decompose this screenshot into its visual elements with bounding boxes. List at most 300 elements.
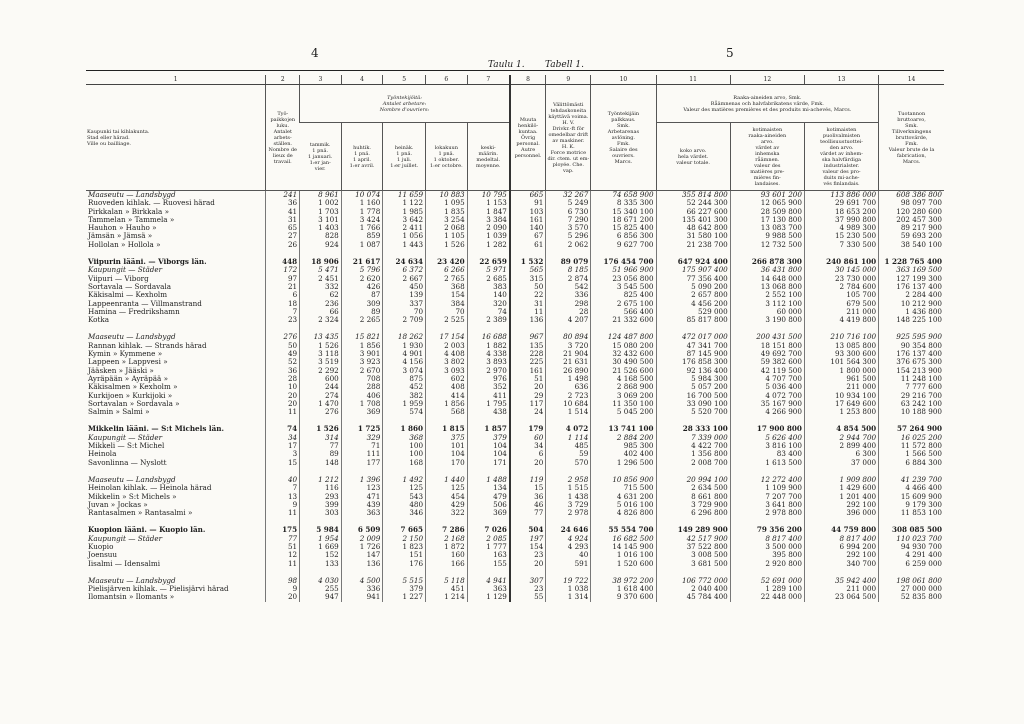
cell-value: 111 (341, 450, 383, 458)
cell-value (804, 416, 878, 425)
cell-value: 825 400 (591, 291, 656, 299)
row-label: Käkisalmen » Kexholm » (88, 383, 178, 392)
table-row (86, 577, 944, 585)
cell-value: 90 354 800 (879, 342, 944, 350)
cell-value: 66 (300, 308, 342, 316)
colnum-6: 6 (426, 75, 468, 85)
cell-value (591, 467, 656, 476)
cell-value: 10 856 900 (591, 476, 656, 484)
cell-value: 12 272 400 (730, 476, 804, 484)
cell-value: 101 564 300 (804, 358, 878, 366)
cell-value (730, 467, 804, 476)
cell-value: 485 (546, 442, 591, 450)
cell-value: 70 (426, 308, 468, 316)
cell-value: 136 (341, 560, 383, 568)
cell-value: 62 (300, 291, 342, 299)
cell-value (879, 249, 944, 258)
cell-value: 200 431 500 (730, 333, 804, 341)
cell-value: 61 (510, 241, 546, 249)
cell-value: 2 324 (300, 316, 342, 324)
table-row (86, 434, 944, 442)
cell-value: 5 296 (546, 232, 591, 240)
table-row (86, 333, 944, 341)
cell-value: 1 403 (300, 224, 342, 232)
cell-value: 176 137 400 (879, 283, 944, 291)
cell-value: 2 525 (426, 316, 468, 324)
colnum-13: 13 (804, 75, 878, 85)
cell-value: 52 691 000 (730, 577, 804, 585)
cell-value: 55 (510, 593, 546, 601)
cell-value: 21 526 600 (591, 367, 656, 375)
cell-value: 9 179 300 (879, 501, 944, 509)
cell-value: 4 500 (341, 577, 383, 585)
cell-value: 42 517 900 (656, 535, 730, 543)
table-row (86, 526, 944, 534)
cell-value: 504 (510, 526, 546, 534)
cell-value (730, 324, 804, 333)
cell-value: 2 874 (546, 275, 591, 283)
table-row (86, 358, 944, 366)
cell-value: 276 (266, 333, 300, 341)
cell-value (467, 249, 510, 258)
row-label: Kuopion lääni. — Kuopio län. (88, 526, 206, 535)
table-row (86, 551, 944, 559)
cell-value: 37 000 (804, 459, 878, 467)
cell-value: 566 400 (591, 308, 656, 316)
colnum-11: 11 (656, 75, 730, 85)
cell-value: 10 188 900 (879, 408, 944, 416)
cell-value: 859 (341, 232, 383, 240)
cell-value: 426 (341, 283, 383, 291)
cell-value: 13 083 700 (730, 224, 804, 232)
cell-value: 161 (510, 367, 546, 375)
cell-value: 3 190 800 (730, 316, 804, 324)
cell-value: 104 (467, 450, 510, 458)
cell-value: 1 835 (426, 208, 468, 216)
cell-value: 41 (266, 208, 300, 216)
cell-value: 77 (266, 535, 300, 543)
table-row (86, 501, 944, 509)
cell-value: 74 (467, 308, 510, 316)
cell-value: 20 (510, 560, 546, 568)
cell-value (383, 324, 426, 333)
cell-value: 439 (341, 501, 383, 509)
cell-value: 925 595 900 (879, 333, 944, 341)
table-row (86, 408, 944, 416)
table-row (86, 266, 944, 274)
cell-value: 303 (300, 509, 342, 517)
cell-value: 308 085 500 (879, 526, 944, 534)
cell-value: 42 119 500 (730, 367, 804, 375)
cell-value: 5 520 700 (656, 408, 730, 416)
row-label: Jääsken » Jääski » (88, 366, 154, 375)
cell-value (546, 249, 591, 258)
cell-value (879, 517, 944, 526)
cell-value: 18 (266, 300, 300, 308)
header-total-value: koko arvo. hela värdet. valeur totale. (656, 123, 730, 191)
cell-value: 41 239 700 (879, 476, 944, 484)
cell-value: 1 909 800 (804, 476, 878, 484)
cell-value: 454 (426, 493, 468, 501)
cell-value: 36 (510, 493, 546, 501)
cell-value: 3 500 000 (730, 543, 804, 551)
cell-value: 28 509 800 (730, 208, 804, 216)
cell-value: 1 618 400 (591, 585, 656, 593)
cell-value: 2 899 400 (804, 442, 878, 450)
cell-value (467, 324, 510, 333)
cell-value: 1 856 (341, 342, 383, 350)
cell-value: 1 708 (341, 400, 383, 408)
table-row (86, 342, 944, 350)
cell-value: 18 671 200 (591, 216, 656, 224)
table-row (86, 350, 944, 358)
cell-value: 2 003 (426, 342, 468, 350)
row-label: Jämsän » Jämsä » (88, 232, 153, 241)
cell-value: 1 488 (467, 476, 510, 484)
cell-value: 4 293 (546, 543, 591, 551)
cell-value: 2 284 400 (879, 291, 944, 299)
header-july: heinäk. 1 pnä. 1 juli. 1:er juillet. (383, 123, 426, 191)
row-label: Mikkeli — S:t Michel (88, 442, 165, 451)
cell-value: 17 130 800 (730, 216, 804, 224)
cell-value: 3 074 (383, 367, 426, 375)
cell-value: 4 156 (383, 358, 426, 366)
cell-value: 17 900 800 (730, 425, 804, 433)
cell-value: 225 (510, 358, 546, 366)
cell-value: 23 064 500 (804, 593, 878, 601)
cell-value: 4 456 200 (656, 300, 730, 308)
cell-value: 2 552 100 (730, 291, 804, 299)
row-label: Viipuri — Viborg (88, 274, 149, 283)
cell-value: 1 514 (546, 408, 591, 416)
cell-value: 211 000 (804, 383, 878, 391)
cell-value: 21 238 700 (656, 241, 730, 249)
cell-value: 1 515 (546, 484, 591, 492)
header-materials-group: Raaka-aineiden arvo, Smk. Råämnenas och halvfabrikatens värde, Fmk. Valeur des matières premières et des produits mi-achevés, Marcs. (656, 85, 879, 123)
table-row (86, 367, 944, 375)
cell-value: 9 (266, 501, 300, 509)
cell-value: 176 454 700 (591, 258, 656, 266)
cell-value: 355 814 800 (656, 191, 730, 200)
cell-value (383, 416, 426, 425)
row-label (86, 517, 266, 526)
cell-value: 3 008 500 (656, 551, 730, 559)
cell-value: 23 056 800 (591, 275, 656, 283)
cell-value: 1 314 (546, 593, 591, 601)
cell-value: 1 526 (426, 241, 468, 249)
cell-value: 2 085 (467, 535, 510, 543)
cell-value: 55 554 700 (591, 526, 656, 534)
cell-value: 4 338 (467, 350, 510, 358)
cell-value: 163 (467, 551, 510, 559)
cell-value: 24 646 (546, 526, 591, 534)
cell-value: 961 500 (804, 375, 878, 383)
cell-value: 2 868 900 (591, 383, 656, 391)
cell-value (341, 517, 383, 526)
cell-value (656, 416, 730, 425)
cell-value (591, 517, 656, 526)
cell-value: 28 (546, 308, 591, 316)
cell-value: 77 (510, 509, 546, 517)
table-row (86, 459, 944, 467)
cell-value: 31 (266, 216, 300, 224)
cell-value: 179 (510, 425, 546, 433)
table-row (86, 191, 944, 200)
cell-value: 10 883 (426, 191, 468, 200)
cell-value: 1 856 (426, 400, 468, 408)
row-label: Maaseutu — Landsbygd (88, 475, 176, 484)
cell-value (383, 249, 426, 258)
cell-value: 322 (426, 509, 468, 517)
cell-value: 480 (383, 501, 426, 509)
table-row (86, 383, 944, 391)
cell-value: 1 726 (341, 543, 383, 551)
header-gross-value: Tuotannon bruttoarvo, Smk. Tillverkningens bruttovärde, Fmk. Valeur brute de la fabrication, Marcs. (879, 85, 944, 191)
cell-value: 7 (266, 308, 300, 316)
cell-value: 452 (383, 383, 426, 391)
cell-value: 98 097 700 (879, 199, 944, 207)
cell-value: 3 802 (426, 358, 468, 366)
cell-value: 3 101 (300, 216, 342, 224)
cell-value (426, 467, 468, 476)
cell-value: 715 500 (591, 484, 656, 492)
cell-value: 3 923 (341, 358, 383, 366)
cell-value (591, 416, 656, 425)
cell-value: 1 105 (426, 232, 468, 240)
cell-value (510, 416, 546, 425)
cell-value: 1 526 (300, 342, 342, 350)
cell-value (591, 324, 656, 333)
cell-value: 74 (266, 425, 300, 433)
cell-value: 7 777 600 (879, 383, 944, 391)
cell-value: 293 (300, 493, 342, 501)
cell-value: 2 944 700 (804, 434, 878, 442)
cell-value: 6 884 300 (879, 459, 944, 467)
cell-value: 471 (341, 493, 383, 501)
cell-value: 5 971 (467, 266, 510, 274)
spacer-row (86, 517, 944, 526)
cell-value: 202 457 300 (879, 216, 944, 224)
cell-value: 2 090 (467, 224, 510, 232)
cell-value: 363 169 500 (879, 266, 944, 274)
cell-value: 161 (510, 216, 546, 224)
cell-value: 1 160 (341, 199, 383, 207)
spacer-row (86, 249, 944, 258)
row-label: Kaupungit — Städer (88, 534, 163, 543)
cell-value: 3 642 (383, 216, 426, 224)
cell-value: 1 777 (467, 543, 510, 551)
cell-value: 2 670 (341, 367, 383, 375)
cell-value: 20 (510, 383, 546, 391)
cell-value (730, 416, 804, 425)
cell-value: 1 823 (383, 543, 426, 551)
cell-value: 117 (510, 400, 546, 408)
cell-value: 1 038 (546, 585, 591, 593)
cell-value: 29 691 700 (804, 199, 878, 207)
cell-value: 125 (426, 484, 468, 492)
cell-value: 1 228 765 400 (879, 258, 944, 266)
cell-value: 17 649 600 (804, 400, 878, 408)
cell-value (266, 416, 300, 425)
cell-value: 8 661 800 (656, 493, 730, 501)
cell-value: 18 262 (383, 333, 426, 341)
row-label: Sortavalan » Sordavala » (88, 399, 180, 408)
colnum-7: 7 (467, 75, 510, 85)
cell-value: 266 878 300 (730, 258, 804, 266)
cell-value: 8 817 400 (730, 535, 804, 543)
cell-value: 369 (467, 509, 510, 517)
cell-value: 77 (300, 442, 342, 450)
cell-value: 29 216 700 (879, 392, 944, 400)
cell-value: 12 065 900 (730, 199, 804, 207)
cell-value (300, 249, 342, 258)
header-domestic-raw: kotimaisten raaka-aineiden arvo. värdet av inhemska råämnen. valeur des matières pre- mières fin- landaises. (730, 123, 804, 191)
row-label: Joensuu (88, 551, 118, 560)
cell-value: 28 (266, 375, 300, 383)
cell-value: 8 335 300 (591, 199, 656, 207)
column-number-row (86, 75, 944, 85)
colnum-14: 14 (879, 75, 944, 85)
cell-value: 1 438 (546, 493, 591, 501)
table-row (86, 560, 944, 568)
cell-value: 18 151 800 (730, 342, 804, 350)
cell-value: 5 984 (300, 526, 342, 534)
cell-value: 70 (383, 308, 426, 316)
cell-value (510, 517, 546, 526)
cell-value: 2 970 (467, 367, 510, 375)
cell-value: 36 431 800 (730, 266, 804, 274)
cell-value: 36 (266, 367, 300, 375)
row-label: Maaseutu — Landsbygd (88, 333, 176, 342)
table-row (86, 308, 944, 316)
cell-value: 1 613 500 (730, 459, 804, 467)
cell-value: 1 356 800 (656, 450, 730, 458)
cell-value: 24 (510, 408, 546, 416)
cell-value: 9 627 700 (591, 241, 656, 249)
colnum-12: 12 (730, 75, 804, 85)
cell-value (656, 249, 730, 258)
cell-value: 151 (383, 551, 426, 559)
cell-value: 148 (300, 459, 342, 467)
cell-value: 608 386 800 (879, 191, 944, 200)
cell-value: 679 500 (804, 300, 878, 308)
cell-value: 1 227 (383, 593, 426, 601)
cell-value: 135 (510, 342, 546, 350)
cell-value (879, 324, 944, 333)
cell-value: 100 (383, 442, 426, 450)
cell-value: 5 249 (546, 199, 591, 207)
cell-value: 15 080 200 (591, 342, 656, 350)
cell-value (730, 568, 804, 577)
cell-value: 120 280 600 (879, 208, 944, 216)
cell-value: 89 (341, 308, 383, 316)
cell-value: 170 (426, 459, 468, 467)
cell-value: 15 (510, 484, 546, 492)
cell-value: 35 942 400 (804, 577, 878, 585)
cell-value: 7 286 (426, 526, 468, 534)
cell-value: 3 (266, 450, 300, 458)
cell-value: 104 (467, 442, 510, 450)
cell-value: 976 (467, 375, 510, 383)
cell-value: 1 436 800 (879, 308, 944, 316)
row-label: Salmin » Salmi » (88, 408, 150, 417)
cell-value (730, 517, 804, 526)
cell-value (591, 568, 656, 577)
cell-value: 399 (300, 501, 342, 509)
cell-value: 1 669 (300, 543, 342, 551)
cell-value (266, 249, 300, 258)
statistics-table-wrapper (86, 75, 944, 602)
top-rule (86, 70, 944, 71)
cell-value: 98 (266, 577, 300, 585)
cell-value: 29 (510, 392, 546, 400)
cell-value: 5 626 400 (730, 434, 804, 442)
cell-value: 30 490 500 (591, 358, 656, 366)
cell-value: 133 (300, 560, 342, 568)
table-row (86, 375, 944, 383)
cell-value: 1 253 800 (804, 408, 878, 416)
cell-value: 17 (266, 442, 300, 450)
cell-value: 414 (426, 392, 468, 400)
cell-value: 27 000 000 (879, 585, 944, 593)
cell-value: 10 212 900 (879, 300, 944, 308)
cell-value (300, 568, 342, 577)
cell-value: 60 (510, 434, 546, 442)
cell-value (383, 467, 426, 476)
cell-value: 89 079 (546, 258, 591, 266)
cell-value: 4 408 (426, 350, 468, 358)
cell-value (426, 568, 468, 577)
cell-value: 67 (510, 232, 546, 240)
table-row (86, 493, 944, 501)
cell-value: 8 961 (300, 191, 342, 200)
row-label: Maaseutu — Landsbygd (88, 576, 176, 585)
cell-value: 154 (510, 543, 546, 551)
cell-value: 21 617 (341, 258, 383, 266)
cell-value: 105 700 (804, 291, 878, 299)
cell-value (266, 467, 300, 476)
cell-value: 171 (467, 459, 510, 467)
cell-value: 4 854 500 (804, 425, 878, 433)
table-row (86, 300, 944, 308)
cell-value: 49 692 700 (730, 350, 804, 358)
cell-value: 5 045 200 (591, 408, 656, 416)
cell-value: 602 (426, 375, 468, 383)
cell-value: 175 (266, 526, 300, 534)
row-label: Kaupungit — Städer (88, 433, 163, 442)
row-label: Lappeen » Lappvesi » (88, 358, 168, 367)
cell-value: 292 100 (804, 551, 878, 559)
cell-value: 241 (266, 191, 300, 200)
row-label: Savonlinna — Nyslott (88, 458, 167, 467)
cell-value: 947 (300, 593, 342, 601)
cell-value: 6 856 300 (591, 232, 656, 240)
cell-value: 369 (341, 408, 383, 416)
cell-value: 87 145 900 (656, 350, 730, 358)
cell-value (341, 324, 383, 333)
cell-value: 506 (467, 501, 510, 509)
cell-value: 211 000 (804, 308, 878, 316)
cell-value: 6 994 200 (804, 543, 878, 551)
cell-value: 2 389 (467, 316, 510, 324)
cell-value: 4 901 (383, 350, 426, 358)
row-label: Hollolan » Hollola » (88, 240, 161, 249)
cell-value (546, 416, 591, 425)
cell-value (510, 467, 546, 476)
cell-value: 2 709 (383, 316, 426, 324)
cell-value: 38 540 100 (879, 241, 944, 249)
cell-value (467, 568, 510, 577)
